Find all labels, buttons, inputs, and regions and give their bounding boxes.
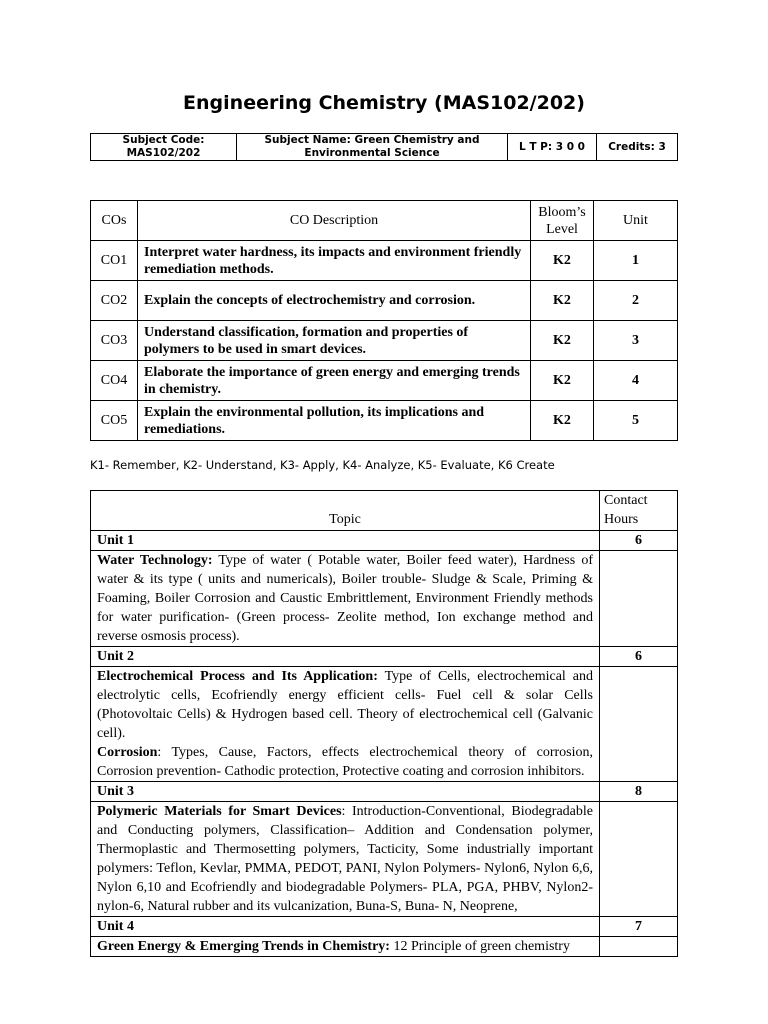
co-id: CO5: [91, 401, 138, 441]
unit-content-row: [91, 667, 678, 782]
co-id: CO3: [91, 321, 138, 361]
subject-code-label: Subject Code:: [122, 134, 205, 146]
unit-4-text: 12 Principle of green chemistry: [389, 939, 570, 954]
unit-2-heading2: Corrosion: [97, 745, 158, 760]
unit-3-content: [91, 802, 600, 917]
unit-row: [91, 647, 678, 667]
subject-code-value: MAS102/202: [126, 147, 201, 159]
unit-2-content: [91, 667, 600, 782]
unit-content-row: [91, 802, 678, 917]
co-description: Elaborate the importance of green energy and emerging trends in chemistry.: [138, 361, 531, 401]
co-id: CO2: [91, 281, 138, 321]
co-description: Explain the environmental pollution, its implications and remediations.: [138, 401, 531, 441]
co-row: [91, 361, 678, 401]
co-description-header: CO Description: [138, 201, 531, 241]
contact-hours-line2: Hours: [604, 512, 639, 527]
unit-hours: 6: [600, 531, 678, 551]
blooms-level: K2: [531, 241, 594, 281]
unit-label: Unit 3: [91, 782, 600, 802]
unit-3-heading: Polymeric Materials for Smart Devices: [97, 804, 342, 819]
blooms-level: K2: [531, 361, 594, 401]
unit-hours: 8: [600, 782, 678, 802]
unit-2-text: Type of Cells, electrochemical and electrolytic cells, Ecofriendly energy efficient cells- Fuel cell & solar Cells (Photovoltaic Cells) & Hydrogen based cell. Theory of electrochemical cell (Galvanic cell).: [97, 669, 593, 741]
document-title: Engineering Chemistry (MAS102/202): [183, 92, 585, 114]
unit-label: Unit 2: [91, 647, 600, 667]
co-row: [91, 321, 678, 361]
subject-name-line1: Subject Name: Green Chemistry and: [264, 134, 480, 146]
co-row: [91, 241, 678, 281]
syllabus-header-row: [91, 491, 678, 531]
unit-1-content: [91, 551, 600, 647]
contact-hours-line1: Contact: [604, 493, 648, 508]
blooms-level-header: [531, 201, 594, 241]
blooms-level: K2: [531, 281, 594, 321]
unit-label: Unit 1: [91, 531, 600, 551]
blooms-legend: K1- Remember, K2- Understand, K3- Apply, K4- Analyze, K5- Evaluate, K6 Create: [90, 458, 555, 472]
subject-name-cell: [237, 134, 508, 161]
unit-1-text: Type of water ( Potable water, Boiler feed water), Hardness of water & its type ( units and numericals), Boiler trouble- Sludge & Scale, Priming & Foaming, Boiler Corrosion and Caustic Embrittlement, Environment Friendly methods for water purification- (Green process- Zeolite method, Ion exchange method and reverse osmosis process).: [97, 553, 593, 644]
unit-content-row: [91, 551, 678, 647]
co-row: [91, 281, 678, 321]
subject-name-line2: Environmental Science: [304, 147, 440, 159]
co-id: CO4: [91, 361, 138, 401]
unit-2-para2: [97, 743, 593, 781]
unit-hours: 7: [600, 917, 678, 937]
blooms-header-line1: Bloom’s: [538, 204, 586, 220]
unit-header: Unit: [594, 201, 678, 241]
unit-2-para1: [97, 667, 593, 743]
unit-2-text2: : Types, Cause, Factors, effects electrochemical theory of corrosion, Corrosion prevention- Cathodic protection, Protective coating and corrosion inhibitors.: [97, 745, 593, 779]
course-outcomes-table: [90, 200, 678, 441]
syllabus-table: [90, 490, 678, 957]
unit-4-content: [91, 937, 600, 957]
unit-2-heading: Electrochemical Process and Its Application:: [97, 669, 378, 684]
topic-header: Topic: [91, 491, 600, 531]
co-unit: 4: [594, 361, 678, 401]
unit-1-hours-blank: [600, 551, 678, 647]
unit-label: Unit 4: [91, 917, 600, 937]
unit-2-hours-blank: [600, 667, 678, 782]
blooms-level: K2: [531, 401, 594, 441]
cos-header: COs: [91, 201, 138, 241]
unit-row: [91, 531, 678, 551]
co-unit: 3: [594, 321, 678, 361]
co-description: Understand classification, formation and properties of polymers to be used in smart devices.: [138, 321, 531, 361]
unit-row: [91, 917, 678, 937]
co-description: Explain the concepts of electrochemistry and corrosion.: [138, 281, 531, 321]
co-description: Interpret water hardness, its impacts and environment friendly remediation methods.: [138, 241, 531, 281]
ltp-cell: L T P: 3 0 0: [508, 134, 597, 161]
blooms-level: K2: [531, 321, 594, 361]
subject-info-table: [90, 133, 678, 161]
unit-3-text: : Introduction-Conventional, Biodegradable and Conducting polymers, Classification– Addition and Condensation polymer, Thermoplastic and Thermosetting polymers, Tacticity, Some industrially important polymers: Teflon, Kevlar, PMMA, PEDOT, PANI, Nylon Polymers- Nylon6, Nylon 6,6, Nylon 6,10 and Ecofriendly and biodegradable Polymers- PLA, PGA, PHBV, Nylon2-nylon-6, Natural rubber and its vulcanization, Buna-S, Buna- N, Neoprene,: [97, 804, 593, 914]
co-row: [91, 401, 678, 441]
unit-hours: 6: [600, 647, 678, 667]
unit-1-heading: Water Technology:: [97, 553, 213, 568]
co-unit: 1: [594, 241, 678, 281]
blooms-header-line2: Level: [546, 221, 578, 237]
unit-3-hours-blank: [600, 802, 678, 917]
contact-hours-header: [600, 491, 678, 531]
unit-4-hours-blank: [600, 937, 678, 957]
co-unit: 2: [594, 281, 678, 321]
co-id: CO1: [91, 241, 138, 281]
unit-row: [91, 782, 678, 802]
unit-4-heading: Green Energy & Emerging Trends in Chemistry:: [97, 939, 390, 954]
credits-cell: Credits: 3: [597, 134, 678, 161]
subject-code-cell: [91, 134, 237, 161]
co-unit: 5: [594, 401, 678, 441]
unit-content-row: [91, 937, 678, 957]
